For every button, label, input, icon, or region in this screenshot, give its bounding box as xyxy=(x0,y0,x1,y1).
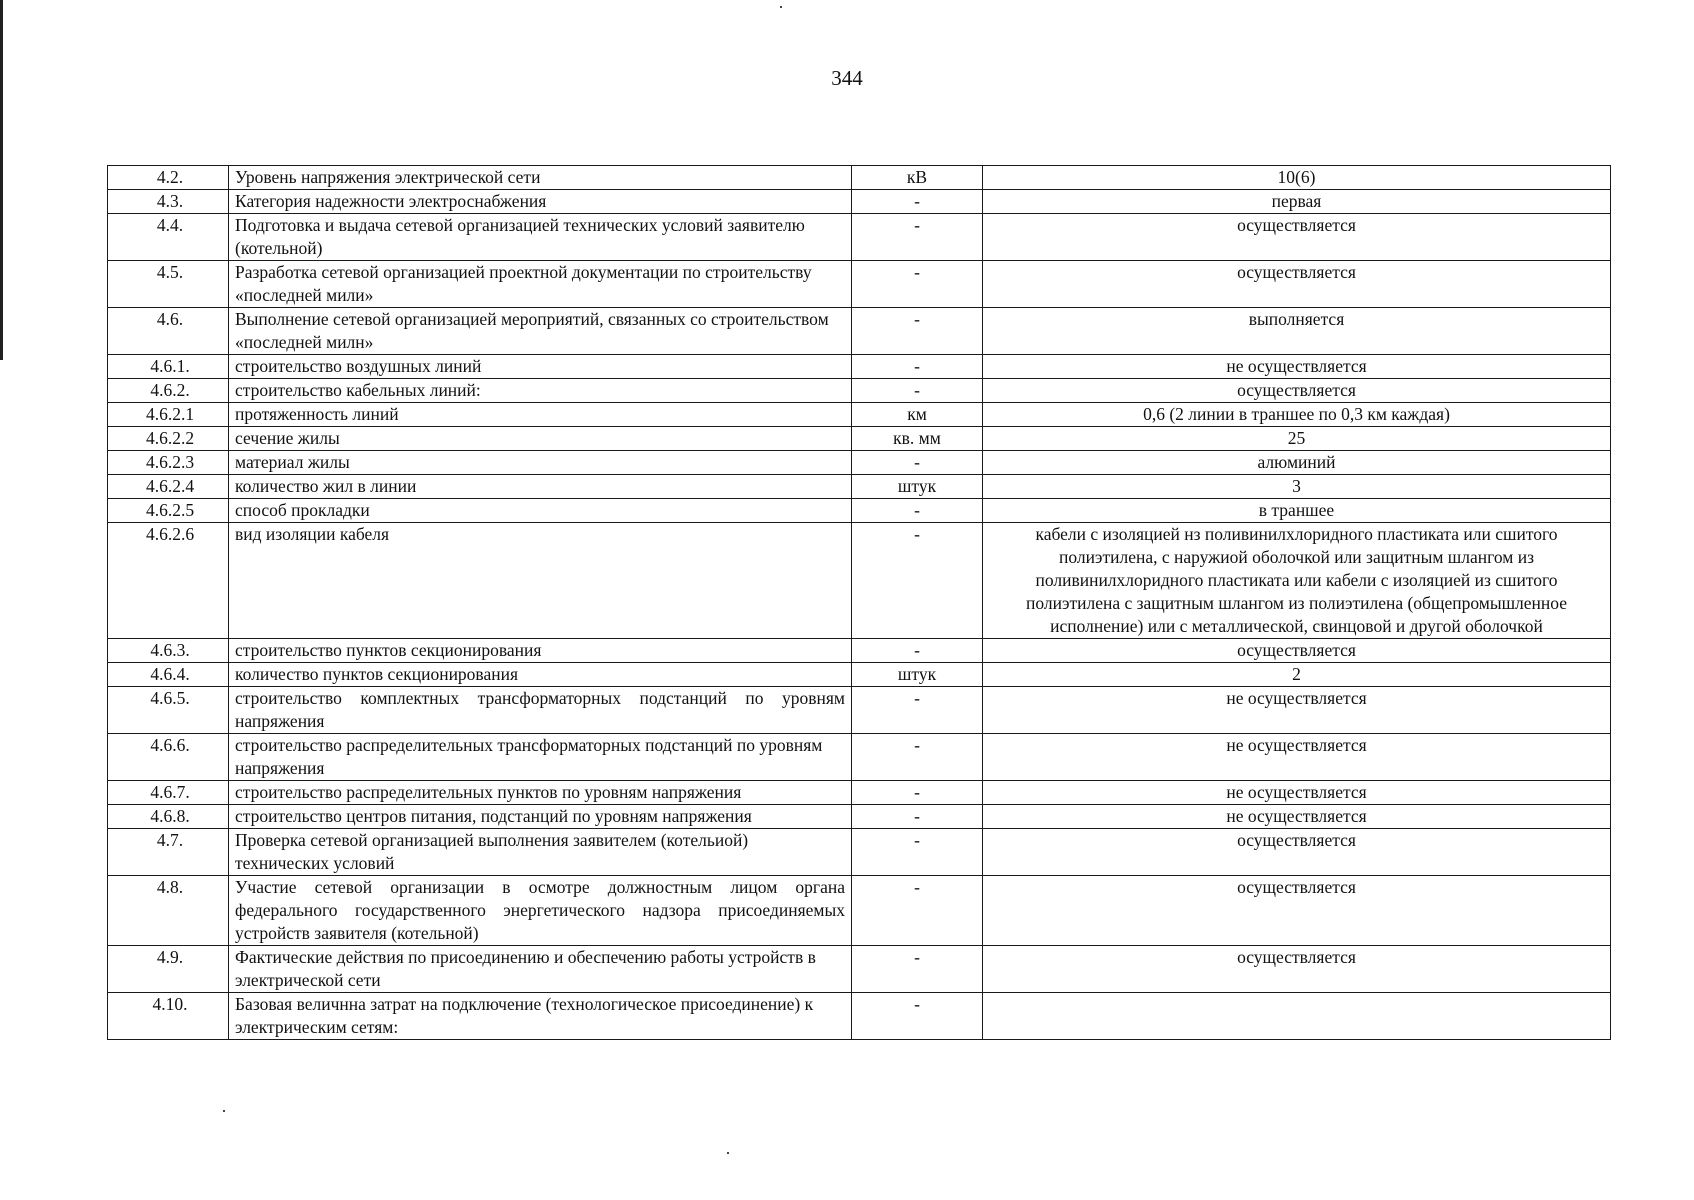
row-number: 4.6.2.3 xyxy=(108,451,229,475)
row-number: 4.6.2.1 xyxy=(108,403,229,427)
row-unit: - xyxy=(852,639,983,663)
scan-speck xyxy=(727,1152,729,1154)
row-unit: - xyxy=(852,214,983,261)
row-number: 4.2. xyxy=(108,166,229,190)
row-number: 4.6. xyxy=(108,308,229,355)
row-unit: км xyxy=(852,403,983,427)
row-description: строительство распределительных пунктов по уровням напряжения xyxy=(229,781,852,805)
row-description: строительство распределительных трансформаторных подстанций по уровням напряжения xyxy=(229,734,852,781)
row-number: 4.6.7. xyxy=(108,781,229,805)
row-value: осуществляется xyxy=(983,946,1611,993)
row-description: Базовая величнна затрат на подключение (технологическое присоединение) к электрическим сетям: xyxy=(229,993,852,1040)
row-description: протяженность линий xyxy=(229,403,852,427)
row-number: 4.6.4. xyxy=(108,663,229,687)
table-row xyxy=(108,355,1611,379)
table-row xyxy=(108,261,1611,308)
row-description: способ прокладки xyxy=(229,499,852,523)
row-number: 4.3. xyxy=(108,190,229,214)
row-unit: - xyxy=(852,876,983,946)
row-value: алюминий xyxy=(983,451,1611,475)
row-description: количество пунктов секционирования xyxy=(229,663,852,687)
row-unit: - xyxy=(852,523,983,639)
row-description: Выполнение сетевой организацией мероприятий, связанных со строительством «последней милн» xyxy=(229,308,852,355)
row-value: 3 xyxy=(983,475,1611,499)
row-number: 4.6.2.4 xyxy=(108,475,229,499)
row-number: 4.9. xyxy=(108,946,229,993)
row-unit: - xyxy=(852,379,983,403)
table-row xyxy=(108,805,1611,829)
row-unit: - xyxy=(852,451,983,475)
row-number: 4.6.2. xyxy=(108,379,229,403)
row-value: 10(6) xyxy=(983,166,1611,190)
table-row xyxy=(108,308,1611,355)
row-unit: кв. мм xyxy=(852,427,983,451)
table-row xyxy=(108,379,1611,403)
scan-speck xyxy=(223,1110,225,1112)
row-description: количество жил в линии xyxy=(229,475,852,499)
row-description: сечение жилы xyxy=(229,427,852,451)
row-value: осуществляется xyxy=(983,261,1611,308)
row-number: 4.10. xyxy=(108,993,229,1040)
row-unit: - xyxy=(852,805,983,829)
row-number: 4.6.2.5 xyxy=(108,499,229,523)
row-description: строительство воздушных линий xyxy=(229,355,852,379)
row-unit: - xyxy=(852,355,983,379)
row-unit: кВ xyxy=(852,166,983,190)
row-description: Подготовка и выдача сетевой организацией технических условий заявителю (котельной) xyxy=(229,214,852,261)
table-row xyxy=(108,451,1611,475)
table-row xyxy=(108,876,1611,946)
row-number: 4.6.5. xyxy=(108,687,229,734)
row-value xyxy=(983,993,1611,1040)
row-number: 4.6.3. xyxy=(108,639,229,663)
row-value: выполняется xyxy=(983,308,1611,355)
row-number: 4.6.2.2 xyxy=(108,427,229,451)
row-unit: - xyxy=(852,190,983,214)
row-number: 4.8. xyxy=(108,876,229,946)
row-description: строительство комплектных трансформаторных подстанций по уровням напряжения xyxy=(229,687,852,734)
row-description: строительство центров питания, подстанций по уровням напряжения xyxy=(229,805,852,829)
row-value: 0,6 (2 линии в траншее по 0,3 км каждая) xyxy=(983,403,1611,427)
row-number: 4.6.8. xyxy=(108,805,229,829)
page-number: 344 xyxy=(831,66,863,90)
table-row xyxy=(108,734,1611,781)
row-value: первая xyxy=(983,190,1611,214)
row-description: Разработка сетевой организацией проектной документации по строительству «последней мили» xyxy=(229,261,852,308)
table-row xyxy=(108,639,1611,663)
row-number: 4.7. xyxy=(108,829,229,876)
table-row xyxy=(108,993,1611,1040)
row-value: не осуществляется xyxy=(983,805,1611,829)
row-unit: - xyxy=(852,993,983,1040)
row-description: вид изоляции кабеля xyxy=(229,523,852,639)
row-unit: - xyxy=(852,946,983,993)
row-unit: - xyxy=(852,687,983,734)
row-description: строительство пунктов секционирования xyxy=(229,639,852,663)
row-value: осуществляется xyxy=(983,876,1611,946)
table-row xyxy=(108,523,1611,639)
row-unit: штук xyxy=(852,475,983,499)
table-row xyxy=(108,427,1611,451)
row-unit: - xyxy=(852,829,983,876)
row-description: Категория надежности электроснабжения xyxy=(229,190,852,214)
row-unit: - xyxy=(852,499,983,523)
row-number: 4.4. xyxy=(108,214,229,261)
row-unit: - xyxy=(852,734,983,781)
row-description: материал жилы xyxy=(229,451,852,475)
table-row xyxy=(108,403,1611,427)
row-number: 4.6.6. xyxy=(108,734,229,781)
row-unit: - xyxy=(852,308,983,355)
row-unit: штук xyxy=(852,663,983,687)
table-row xyxy=(108,499,1611,523)
row-description: Фактические действия по присоединению и обеспечению работы устройств в электрической сети xyxy=(229,946,852,993)
table-row xyxy=(108,475,1611,499)
row-value: кабели с изоляцией нз поливинилхлоридного пластиката или сшитого полиэтилена, с наружиой оболочкой или защитным шлангом из поливинилхлоридного пластиката или кабели с изоляцией из сшитого полиэтилена с защитным шлангом из полиэтилена (общепромышленное исполнение) или с металлической, свинцовой и другой оболочкой xyxy=(983,523,1611,639)
row-unit: - xyxy=(852,261,983,308)
table-row xyxy=(108,946,1611,993)
row-value: не осуществляется xyxy=(983,781,1611,805)
row-number: 4.6.1. xyxy=(108,355,229,379)
row-value: осуществляется xyxy=(983,639,1611,663)
row-value: 25 xyxy=(983,427,1611,451)
row-value: осуществляется xyxy=(983,214,1611,261)
row-unit: - xyxy=(852,781,983,805)
table-row xyxy=(108,190,1611,214)
row-description: Уровень напряжения электрической сети xyxy=(229,166,852,190)
table-row xyxy=(108,166,1611,190)
row-value: не осуществляется xyxy=(983,355,1611,379)
row-number: 4.6.2.6 xyxy=(108,523,229,639)
scan-edge xyxy=(0,0,3,360)
row-number: 4.5. xyxy=(108,261,229,308)
parameters-table xyxy=(107,165,1611,1040)
row-description: Участие сетевой организации в осмотре должностным лицом органа федерального государственного энергетического надзора присоединяемых устройств заявителя (котельной) xyxy=(229,876,852,946)
row-value: не осуществляется xyxy=(983,687,1611,734)
table-row xyxy=(108,829,1611,876)
table-row xyxy=(108,687,1611,734)
scan-speck xyxy=(780,6,782,8)
row-description: строительство кабельных линий: xyxy=(229,379,852,403)
table-row xyxy=(108,663,1611,687)
table-row xyxy=(108,781,1611,805)
row-value: не осуществляется xyxy=(983,734,1611,781)
row-value: 2 xyxy=(983,663,1611,687)
row-value: в траншее xyxy=(983,499,1611,523)
table-row xyxy=(108,214,1611,261)
row-value: осуществляется xyxy=(983,829,1611,876)
row-value: осуществляется xyxy=(983,379,1611,403)
row-description: Проверка сетевой организацией выполнения заявителем (котельиой) технических условий xyxy=(229,829,852,876)
